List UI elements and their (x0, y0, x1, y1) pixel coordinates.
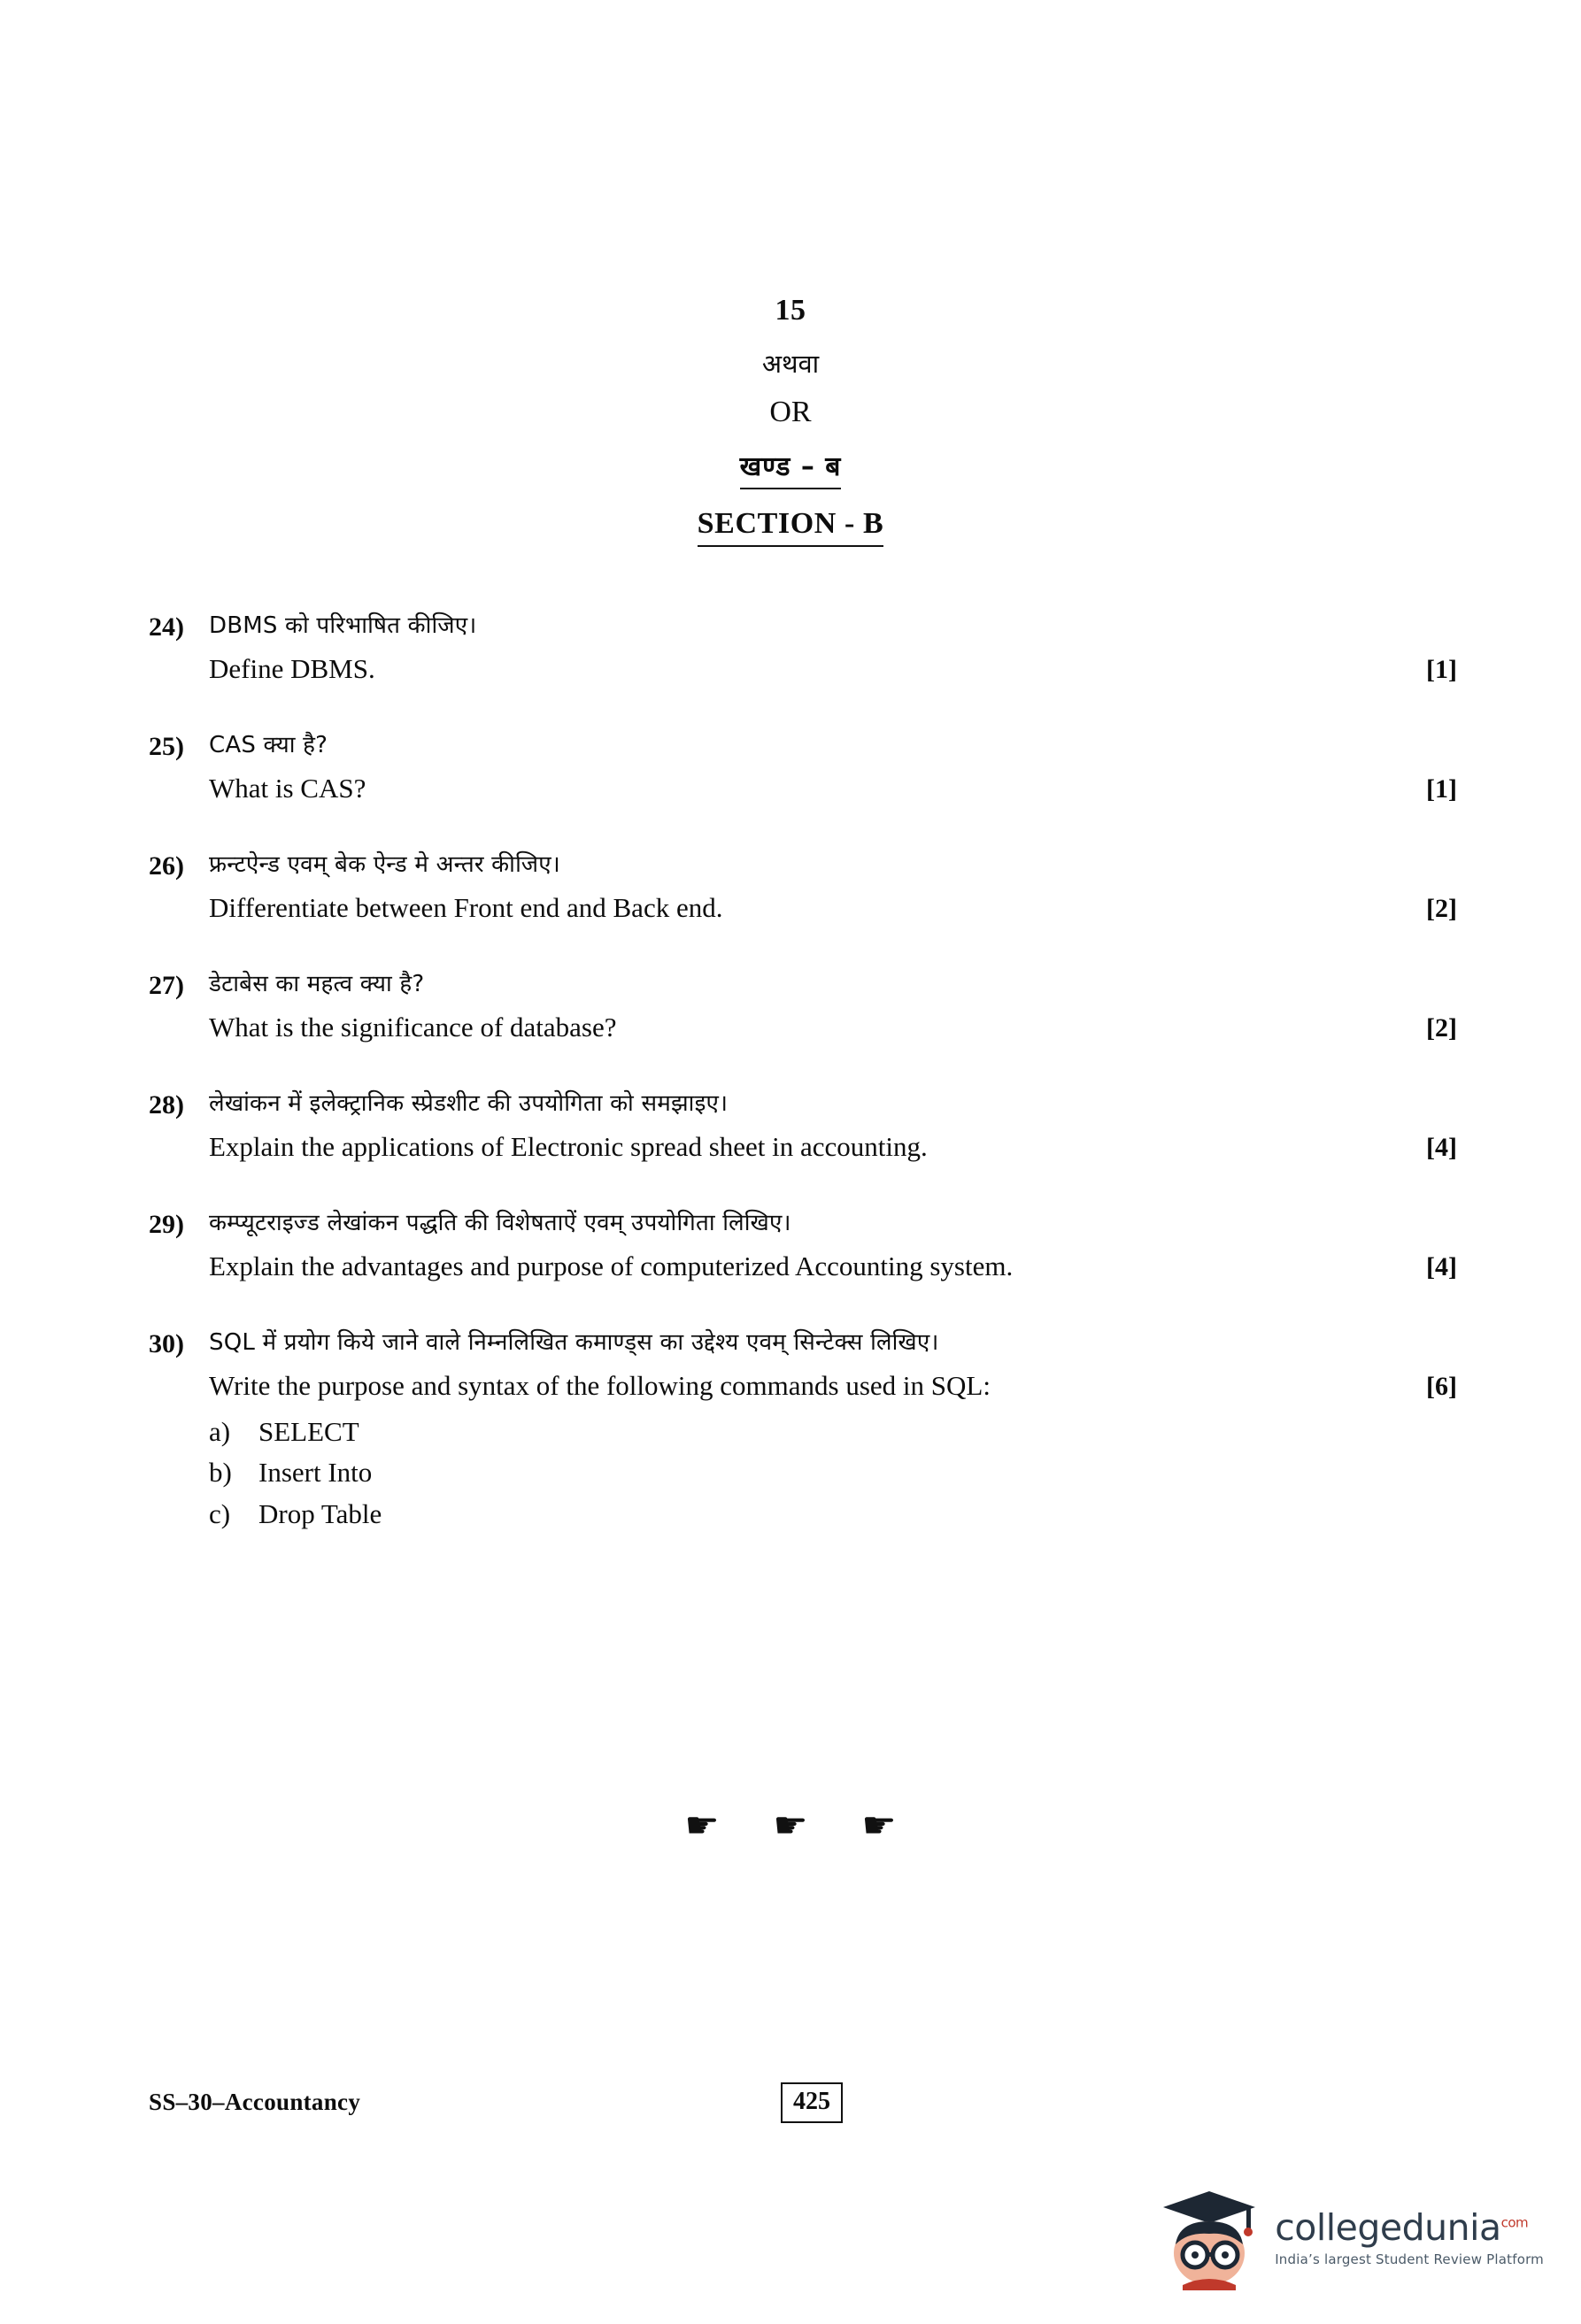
page-footer (149, 2089, 1475, 2116)
pointing-hand-icon: ☛ (861, 1805, 897, 1846)
subitem-label: a) (209, 1415, 231, 1447)
question-text-hindi: CAS क्या है? (209, 731, 328, 758)
watermark-brand-first: college (1275, 2205, 1402, 2249)
question-text-hindi: कम्प्यूटराइज्ड लेखांकन पद्धति की विशेषताऐं एवम् उपयोगिता लिखिए। (209, 1209, 791, 1236)
question-text-hindi: फ्रन्टऐन्ड एवम् बेक ऐन्ड मे अन्तर कीजिए। (209, 850, 560, 878)
question-item (149, 1089, 1457, 1166)
subitem-text: Insert Into (258, 1457, 373, 1489)
list-item (209, 1452, 1457, 1494)
pointing-hand-icon: ☛ (773, 1805, 808, 1846)
watermark-brand-tld: com (1500, 2213, 1529, 2230)
question-number: 30) (149, 1328, 184, 1358)
question-marks: [6] (1426, 1371, 1457, 1401)
question-marks: [4] (1426, 1251, 1457, 1281)
question-text-english: Explain the advantages and purpose of computerized Accounting system. (209, 1250, 1014, 1281)
mascot-icon (1158, 2186, 1261, 2290)
question-item (149, 969, 1457, 1046)
question-number: 27) (149, 970, 184, 1000)
question-number: 28) (149, 1089, 184, 1120)
question-subitems (209, 1412, 1457, 1535)
question-marks: [2] (1426, 893, 1457, 923)
question-item (149, 1327, 1457, 1535)
list-item (209, 1412, 1457, 1453)
question-text-english: Write the purpose and syntax of the following commands used in SQL: (209, 1369, 991, 1401)
question-list (149, 611, 1457, 1577)
list-item (209, 1494, 1457, 1535)
pointing-hand-icon: ☛ (684, 1805, 720, 1846)
collegedunia-watermark (1158, 2186, 1544, 2290)
question-text-hindi: SQL में प्रयोग किये जाने वाले निम्नलिखित कमाण्ड्स का उद्देश्य एवम् सिन्टेक्स लिखिए। (209, 1328, 939, 1356)
question-marks: [2] (1426, 1012, 1457, 1043)
paper-code-box: 425 (781, 2082, 843, 2123)
page-number: 15 (775, 294, 806, 327)
question-text-english: Define DBMS. (209, 653, 375, 685)
question-marks: [1] (1426, 655, 1457, 685)
question-text-hindi: डेटाबेस का महत्व क्या है? (209, 970, 425, 997)
watermark-brand-second: dunia (1401, 2205, 1501, 2249)
question-text-english: What is CAS? (209, 773, 366, 804)
watermark-tagline: India’s largest Student Review Platform (1275, 2251, 1544, 2267)
subitem-text: Drop Table (258, 1497, 382, 1529)
question-marks: [1] (1426, 774, 1457, 804)
question-number: 24) (149, 612, 184, 642)
page-header (0, 292, 1581, 547)
question-item (149, 850, 1457, 927)
subitem-label: b) (209, 1457, 232, 1489)
section-title-english: SECTION - B (698, 505, 884, 548)
question-text-english: Differentiate between Front end and Back end. (209, 891, 723, 923)
ornament-row (0, 1805, 1581, 1846)
question-item (149, 1208, 1457, 1285)
question-text-hindi: DBMS को परिभाषित कीजिए। (209, 612, 477, 639)
question-number: 26) (149, 850, 184, 881)
section-title-hindi: खण्ड – ब (740, 450, 842, 489)
question-number: 29) (149, 1209, 184, 1239)
question-text-english: What is the significance of database? (209, 1011, 617, 1043)
question-text-hindi: लेखांकन में इलेक्ट्रानिक स्प्रेडशीट की उपयोगिता को समझाइए। (209, 1089, 729, 1117)
question-item (149, 611, 1457, 688)
athva-label: अथवा (761, 348, 820, 379)
subject-code: SS–30–Accountancy (149, 2089, 361, 2115)
subitem-label: c) (209, 1497, 231, 1529)
subitem-text: SELECT (258, 1415, 359, 1447)
question-item (149, 730, 1457, 807)
question-number: 25) (149, 731, 184, 761)
watermark-brand (1275, 2205, 1544, 2249)
question-text-english: Explain the applications of Electronic spread sheet in accounting. (209, 1130, 928, 1162)
question-marks: [4] (1426, 1132, 1457, 1162)
or-label: OR (769, 395, 812, 428)
